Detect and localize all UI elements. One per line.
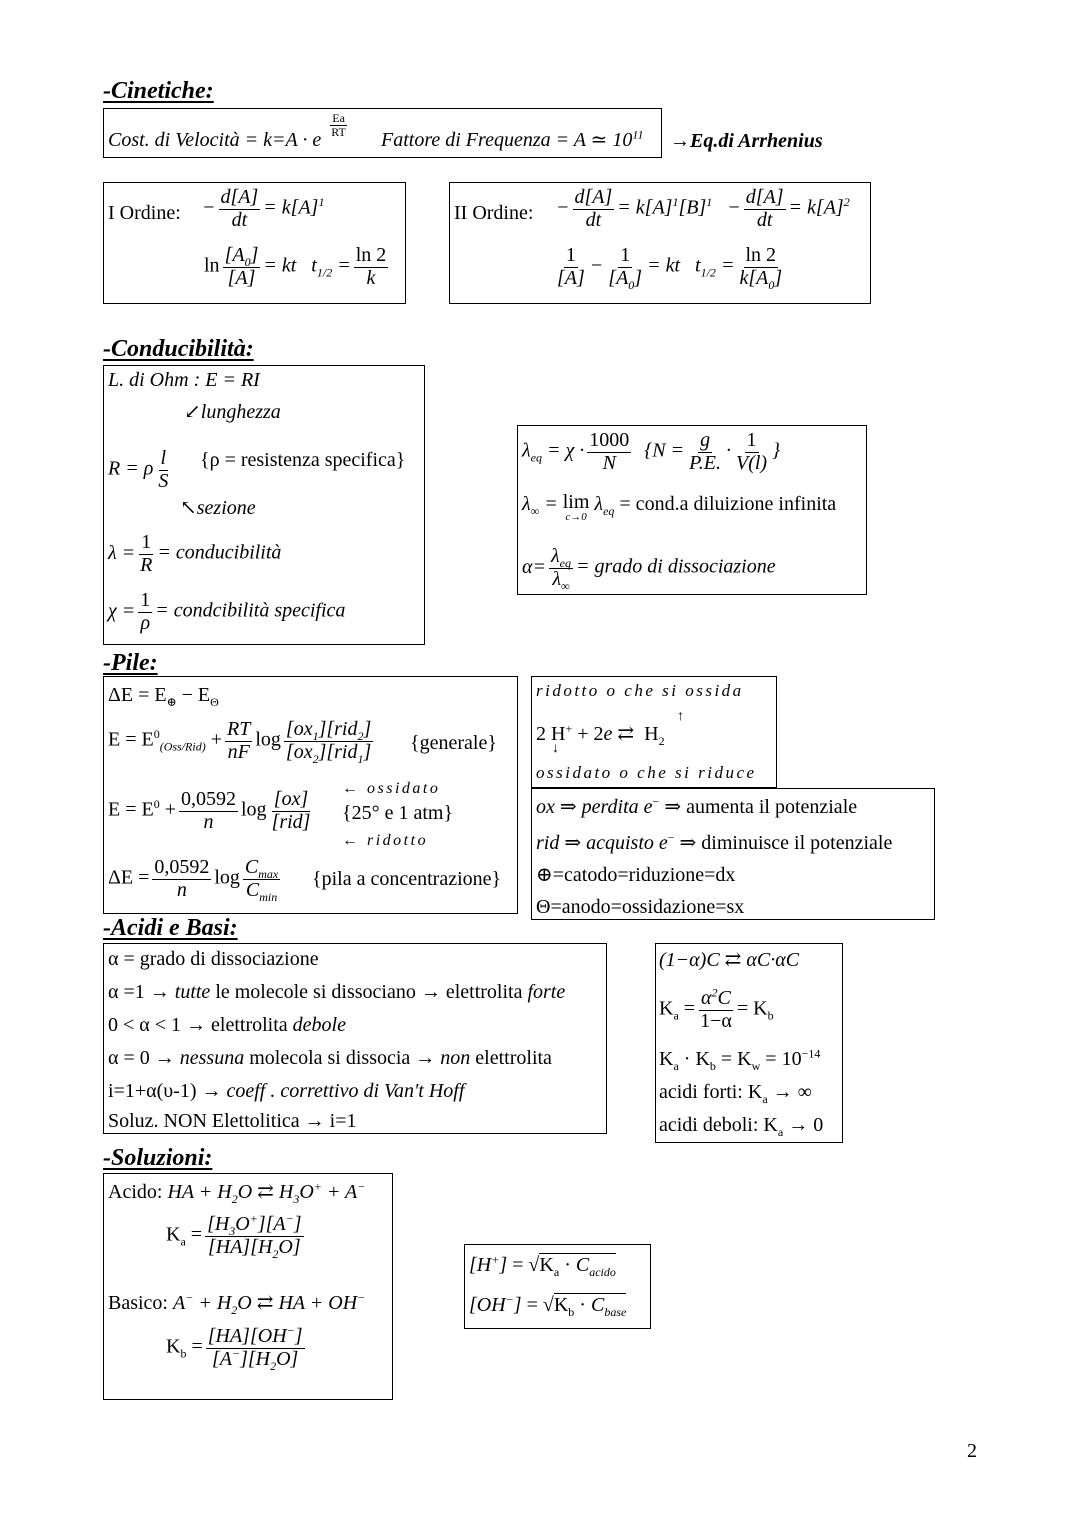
nernst-standard-eq: $E = E^0$ + $\frac{0,0592}{n}$ log $\frac{[ox]}{\text{[rid]}}$: [108, 788, 311, 833]
second-order-integrated-eq: $\frac{1}{[A]}$ − $\frac{1}{[A_0]}$ = kt $t_{1/2}$ = $\frac{\ln 2}{k[A_0]}$: [557, 244, 783, 292]
first-order-rate-eq: − $\frac{d[A]}{dt}$ = $k[A]^1$: [202, 186, 325, 231]
page-number: 2: [967, 1440, 977, 1462]
ossidato-label: ossidato o che si riduce: [536, 763, 757, 782]
equilibrium-eq: (1−α)C ⇄ αC·αC: [659, 949, 800, 971]
rid-rule-b: ⇒ diminuisce il potenziale: [679, 832, 893, 854]
acid-line-1: α = grado di dissociazione: [108, 948, 319, 970]
resistance-note: {ρ = resistenza specifica}: [200, 449, 406, 471]
down-arrow-icon: ↓: [552, 741, 559, 756]
delta-e-eq: $\Delta E = E_\oplus - E_\Theta$: [108, 684, 219, 709]
arrow-nw-icon: ↖: [180, 497, 197, 519]
ohm-law: L. di Ohm : E = RI: [108, 369, 260, 391]
acid-line-3: 0 < α < 1 → elettrolita debole: [108, 1014, 346, 1036]
anode-text: Θ=anodo=ossidazione=sx: [536, 896, 745, 918]
second-order-box: [449, 182, 871, 304]
ox-rule-a: ox ⇒ perdita e: [536, 796, 653, 818]
solutions-box: [103, 1173, 393, 1400]
first-order-label: I Ordine:: [108, 202, 181, 224]
h-plus-formula: $[H^+] = √K_a \cdot C_{acido}$: [469, 1252, 616, 1279]
ohm-box: [103, 365, 425, 645]
dissociation-box: [103, 943, 607, 1134]
section-heading-cells: -Pile:: [103, 650, 158, 676]
rate-constant-text: Cost. di Velocità = k=A · e: [108, 129, 322, 152]
ridotto-label: ridotto o che si ossida: [536, 681, 744, 700]
second-order-label: II Ordine:: [454, 202, 534, 224]
weak-acids-text: acidi deboli: K: [659, 1114, 778, 1136]
lunghezza-label: lunghezza: [200, 401, 281, 423]
ossidato-arrow: ← ossidato: [342, 780, 441, 797]
concentration-note: {pila a concentrazione}: [312, 868, 502, 890]
frequency-factor-text: Fattore di Frequenza = A ≃ 10: [381, 129, 633, 151]
rid-rule-a: rid ⇒ acquisto e: [536, 832, 668, 854]
specifica-text: = condcibilità specifica: [155, 599, 346, 622]
hydrogen-reaction: 2 H+ + 2e ⇄ $H_2$: [536, 721, 665, 748]
acid-line-6: Soluz. NON Elettolitica → i=1: [108, 1110, 357, 1132]
acid-label: Acido:: [108, 1181, 163, 1203]
redox-rules-box: ox ⇒ perdita e− ⇒ aumenta il potenziale rid ⇒ acquisto e− ⇒ diminuisce il potenziale ⊕=catodo=riduzione=dx Θ=anodo=ossidazione=sx: [531, 788, 935, 920]
standard-note: {25° e 1 atm}: [342, 802, 454, 824]
second-order-rate-eq: − $\frac{d[A]}{dt}$ = $k[A]^1[B]^1$ − $\frac{d[A]}{dt}$ = $k[A]^2$: [556, 186, 850, 231]
acid-line-5: i=1+α(υ-1) → coeff . correttivo di Van't Hoff: [108, 1080, 465, 1102]
arrhenius-label: →Eq.di Arrhenius: [670, 130, 823, 152]
lambda-inf-formula: $\lambda_\infty = \lim$ c→0 $\lambda_{eq}$: [522, 491, 615, 523]
cathode-text: ⊕=catodo=riduzione=dx: [536, 864, 736, 886]
arrhenius-box: [103, 108, 662, 158]
generale-note: {generale}: [410, 732, 497, 754]
ka-alpha-eq: $K_a$ = $\frac{\alpha^2C}{1-\alpha}$ = $K_b$: [659, 985, 774, 1032]
exp-num: Ea: [332, 111, 345, 125]
concentration-formulas-box: [464, 1244, 651, 1329]
oh-minus-formula: $[OH^-] = √K_b \cdot C_{base}$: [469, 1292, 627, 1319]
nernst-box: [103, 676, 518, 914]
lambda-eq: λ = $\frac{1}{R}$: [108, 531, 153, 576]
ridotto-arrow: ← ridotto: [342, 832, 429, 849]
ka-expression: $K_a$ = $\frac{[H_3O^+][A^-]}{[HA][H_2O]}$: [166, 1211, 302, 1261]
degree-text: = grado di dissociazione: [576, 555, 776, 578]
equivalent-conductivity-box: [517, 425, 867, 595]
ox-rule-b: ⇒ aumenta il potenziale: [664, 796, 858, 818]
acid-line-4: α = 0 → nessuna molecola si dissocia → non elettrolita: [108, 1047, 552, 1069]
arrow-sw-icon: ↙: [184, 401, 201, 423]
ka-kb-box: (1−α)C ⇄ αC·αC $K_a$ = $\frac{\alpha^2C}{1-\alpha}$ = $K_b$ $K_a \cdot K_b = K_w = 10^{-14}$ acidi forti: $K_a$ → ∞ acidi deboli: $K_a \to 0$: [655, 943, 843, 1143]
nernst-general-eq: $E = E^0_{(Oss/Rid)}$ + $\frac{RT}{nF}$ log $\frac{[ox_1][rid_2]}{[ox_2][rid_1]}$: [108, 718, 372, 766]
strong-acids-text: acidi forti: K: [659, 1081, 763, 1103]
first-order-box: [103, 182, 406, 304]
infinite-dilution-text: = cond.a diluizione infinita: [619, 493, 837, 515]
kw-eq: $K_a \cdot K_b = K_w = 10^{-14}$: [659, 1046, 821, 1073]
concentration-cell-eq: ΔE = $\frac{0,0592}{n}$ log $\frac{C_{max}}{C_{min}}$: [108, 856, 279, 904]
resistance-eq: R = ρ $\frac{l}{S}$: [108, 447, 169, 492]
chi-eq: χ = $\frac{1}{\rho}$: [108, 589, 151, 634]
acid-reaction: HA + $H_2O$ ⇄ $H_3O^+ + A^-$: [167, 1179, 366, 1206]
hydrogen-electrode-box: [531, 676, 777, 788]
section-heading-conductivity: -Conducibilità:: [103, 336, 254, 362]
base-label: Basico:: [108, 1292, 168, 1314]
exp-den: RT: [331, 124, 346, 139]
alpha-formula: α= $\frac{\lambda_{eq}}{\lambda_\infty}$: [522, 545, 571, 593]
section-heading-acids-bases: -Acidi e Basi:: [103, 915, 238, 941]
base-reaction: $A^- + H_2O$ ⇄ HA + OH−: [173, 1290, 366, 1317]
up-arrow-icon: ↑: [677, 709, 684, 724]
section-heading-solutions: -Soluzioni:: [103, 1145, 213, 1171]
lambda-eq-formula: $\lambda_{eq} = \chi$ · $\frac{1000}{N}$ {N = $\frac{g}{P.E.}$ · $\frac{1}{V(l)}$ }: [522, 429, 781, 474]
frequency-exponent: 11: [632, 127, 644, 142]
section-heading-kinetics: -Cinetiche:: [103, 78, 214, 104]
sezione-label: sezione: [196, 497, 256, 519]
kb-expression: $K_b$ = $\frac{[HA][OH^-]}{[A^-][H_2O]}$: [166, 1323, 303, 1373]
first-order-integrated-eq: ln $\frac{[A_0]}{[A]}$ = kt $t_{1/2}$ = $\frac{\ln 2}{k}$: [204, 244, 387, 289]
conducibilita-text: = conducibilità: [157, 541, 282, 564]
acid-line-2: α =1 → tutte le molecole si dissociano → elettrolita forte: [108, 981, 566, 1003]
